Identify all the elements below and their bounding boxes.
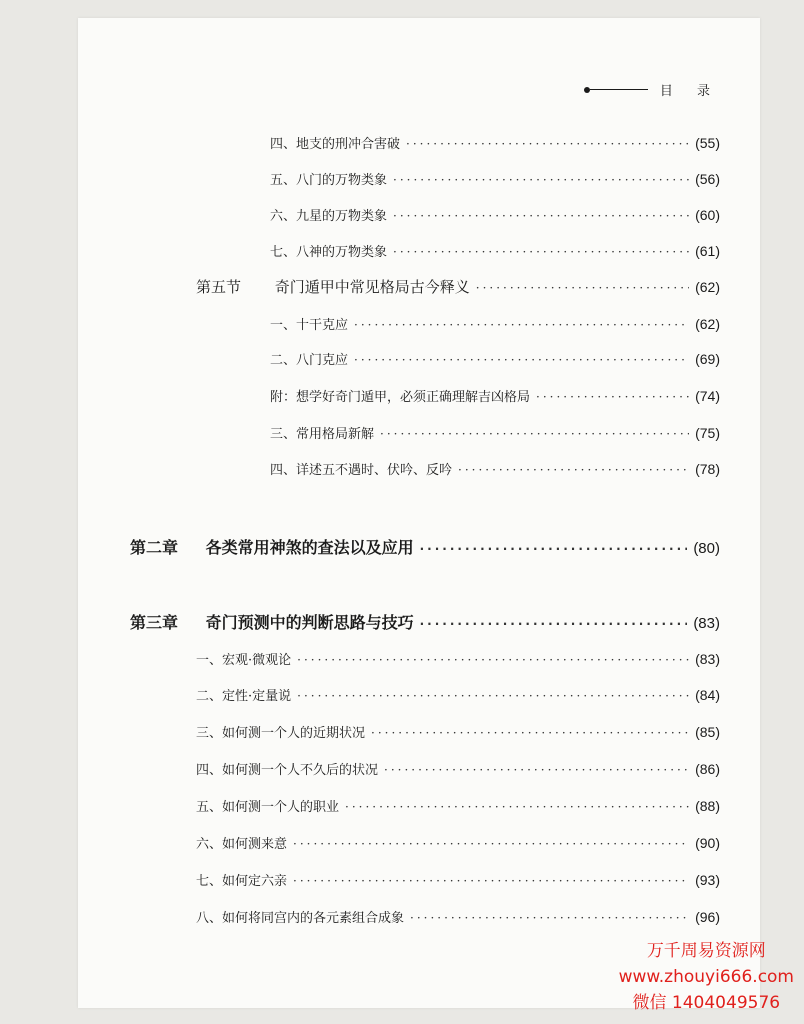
toc-entry [196, 722, 720, 741]
toc-entry [196, 833, 720, 852]
toc-entry [270, 349, 720, 368]
leader-dots [420, 617, 688, 631]
toc-entry-label: 八、如何将同宫内的各元素组合成象 [196, 911, 405, 926]
toc-entry-page: (55) [695, 135, 720, 151]
toc-entry-label: 四、如何测一个人不久后的状况 [196, 763, 379, 778]
leader-dots [536, 390, 689, 404]
leader-dots [354, 318, 689, 332]
leader-dots [393, 245, 689, 259]
watermark-contact: 微信 1404049576 [632, 993, 781, 1013]
leader-dots [297, 689, 689, 703]
header-rule [590, 89, 648, 90]
toc-entry-page: (84) [695, 687, 720, 703]
toc-entry [270, 459, 720, 478]
toc-entry-page: (88) [695, 798, 720, 814]
leader-dots [393, 209, 689, 223]
leader-dots [384, 763, 689, 777]
leader-dots [476, 281, 689, 295]
toc-entry-page: (96) [695, 909, 720, 925]
toc-entry [270, 423, 720, 442]
toc-entry-label: 二、定性·定量说 [196, 689, 292, 704]
toc-entry [196, 649, 720, 668]
leader-dots [380, 427, 689, 441]
watermark-site-name: 万千周易资源网 [646, 941, 766, 961]
toc-entry [270, 133, 720, 152]
toc-chapter [130, 610, 720, 633]
toc-entry [196, 796, 720, 815]
toc-entry [270, 314, 720, 333]
toc-entry-label: 六、如何测来意 [196, 837, 288, 852]
toc-entry-page: (85) [695, 724, 720, 740]
toc-entry-page: (69) [695, 351, 720, 367]
document-page [78, 18, 760, 1008]
toc-entry-page: (74) [695, 388, 720, 404]
toc-entry-label: 四、地支的刑冲合害破 [270, 137, 401, 152]
toc-entry-page: (90) [695, 835, 720, 851]
toc-entry-page: (61) [695, 243, 720, 259]
toc-entry-label: 四、详述五不遇时、伏吟、反吟 [270, 463, 453, 478]
toc-entry [196, 870, 720, 889]
toc-entry [196, 685, 720, 704]
toc-entry-page: (86) [695, 761, 720, 777]
section-title: 奇门遁甲中常见格局古今释义 [274, 278, 470, 296]
toc-entry-page: (78) [695, 461, 720, 477]
leader-dots [354, 353, 689, 367]
leader-dots [371, 726, 689, 740]
chapter-page: (80) [693, 540, 720, 557]
toc-entry-page: (60) [695, 207, 720, 223]
toc-entry [196, 759, 720, 778]
toc-entry [270, 205, 720, 224]
chapter-number: 第三章 [130, 613, 179, 632]
toc-entry-label: 五、如何测一个人的职业 [196, 800, 340, 815]
toc-entry-label: 附：想学好奇门遁甲，必须正确理解吉凶格局 [270, 390, 531, 405]
toc-entry [270, 241, 720, 260]
toc-entry-label: 三、常用格局新解 [270, 427, 375, 442]
leader-dots [458, 463, 689, 477]
toc-entry-label: 二、八门克应 [270, 353, 349, 368]
toc-entry-page: (56) [695, 171, 720, 187]
watermark [619, 938, 794, 1016]
toc-entry [270, 386, 720, 405]
leader-dots [293, 837, 689, 851]
toc-entry-page: (93) [695, 872, 720, 888]
leader-dots [410, 911, 689, 925]
toc-entry [270, 169, 720, 188]
toc-entry-label: 三、如何测一个人的近期状况 [196, 726, 366, 741]
leader-dots [297, 653, 689, 667]
leader-dots [393, 173, 689, 187]
toc-entry-label: 七、如何定六亲 [196, 874, 288, 889]
toc-entry-label: 一、十干克应 [270, 318, 349, 333]
toc-entry-page: (83) [695, 651, 720, 667]
chapter-number: 第二章 [130, 538, 179, 557]
chapter-title: 各类常用神煞的查法以及应用 [205, 538, 414, 557]
header-title: 目 录 [659, 84, 720, 99]
chapter-title: 奇门预测中的判断思路与技巧 [205, 613, 414, 632]
toc-entry-label: 五、八门的万物类象 [270, 173, 388, 188]
leader-dots [345, 800, 689, 814]
section-number: 第五节 [196, 278, 242, 296]
page-header [584, 80, 720, 99]
toc-entry-label: 六、九星的万物类象 [270, 209, 388, 224]
toc-section [196, 276, 720, 297]
toc-entry-label: 七、八神的万物类象 [270, 245, 388, 260]
section-page: (62) [695, 279, 720, 295]
toc-entry [196, 907, 720, 926]
toc-chapter [130, 535, 720, 558]
leader-dots [406, 137, 689, 151]
watermark-url: www.zhouyi666.com [618, 967, 794, 987]
toc-entry-label: 一、宏观·微观论 [196, 653, 292, 668]
leader-dots [420, 542, 688, 556]
toc-entry-page: (75) [695, 425, 720, 441]
chapter-page: (83) [693, 615, 720, 632]
toc-entry-page: (62) [695, 316, 720, 332]
leader-dots [293, 874, 689, 888]
